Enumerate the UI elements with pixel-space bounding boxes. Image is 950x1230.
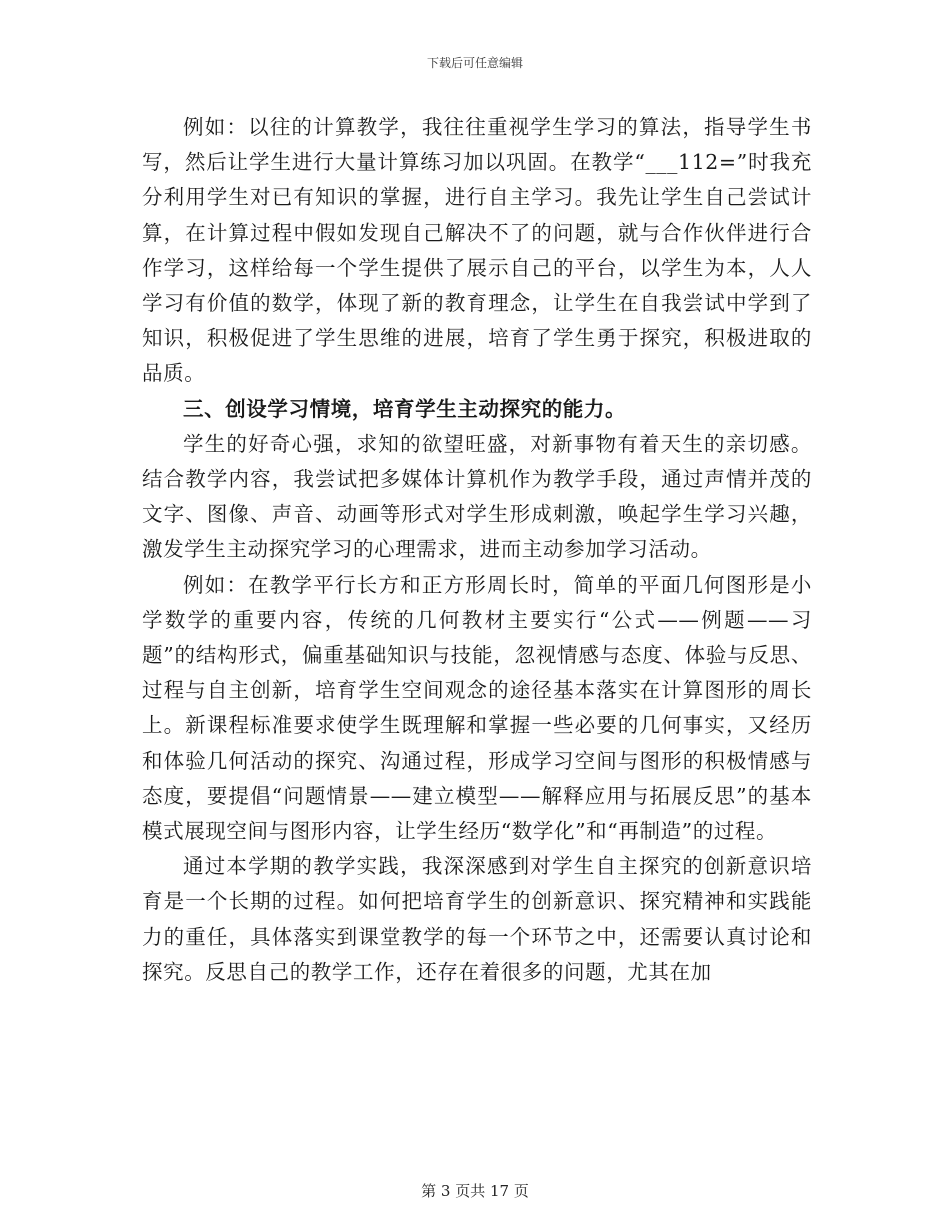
section-heading-three: 三、创设学习情境，培育学生主动探究的能力。 (183, 396, 627, 421)
paragraph-example-calculation: 例如：以往的计算教学，我往往重视学生学习的算法，指导学生书写，然后让学生进行大量计算练习加以巩固。在教学“___112=”时我充分利用学生对已有知识的掌握，进行自主学习。我先让学生自己尝试计算，在计算过程中假如发现自己解决不了的问题，就与合作伙伴进行合作学习，这样给每一个学生提供了展示自己的平台，以学生为本，人人学习有价值的数学，体现了新的教育理念，让学生在自我尝试中学到了知识，积极促进了学生思维的进展，培育了学生勇于探究，积极进取的品质。 (142, 115, 812, 386)
paragraph-reflection: 通过本学期的教学实践，我深深感到对学生自主探究的创新意识培育是一个长期的过程。如何把培育学生的创新意识、探究精神和实践能力的重任，具体落实到课堂教学的每一个环节之中，还需要认真讨论和探究。反思自己的教学工作，还存在着很多的问题，尤其在加 (142, 854, 812, 984)
page-header-note: 下载后可任意编辑 (426, 56, 523, 70)
document-body (142, 110, 812, 990)
paragraph-example-geometry: 例如：在教学平行长方和正方形周长时，简单的平面几何图形是小学数学的重要内容，传统的几何教材主要实行“公式——例题——习题”的结构形式，偏重基础知识与技能，忽视情感与态度、体验与反思、过程与自主创新，培育学生空间观念的途径基本落实在计算图形的周长上。新课程标准要求使学生既理解和掌握一些必要的几何事实，又经历和体验几何活动的探究、沟通过程，形成学习空间与图形的积极情感与态度，要提倡“问题情景——建立模型——解释应用与拓展反思”的基本模式展现空间与图形内容，让学生经历“数学化”和“再制造”的过程。 (142, 572, 812, 844)
page-number: 第 3 页共 17 页 (421, 1182, 529, 1200)
paragraph-curiosity: 学生的好奇心强，求知的欲望旺盛，对新事物有着天生的亲切感。结合教学内容，我尝试把多媒体计算机作为教学手段，通过声情并茂的文字、图像、声音、动画等形式对学生形成刺激，唤起学生学习兴趣，激发学生主动探究学习的心理需求，进而主动参加学习活动。 (142, 431, 812, 562)
